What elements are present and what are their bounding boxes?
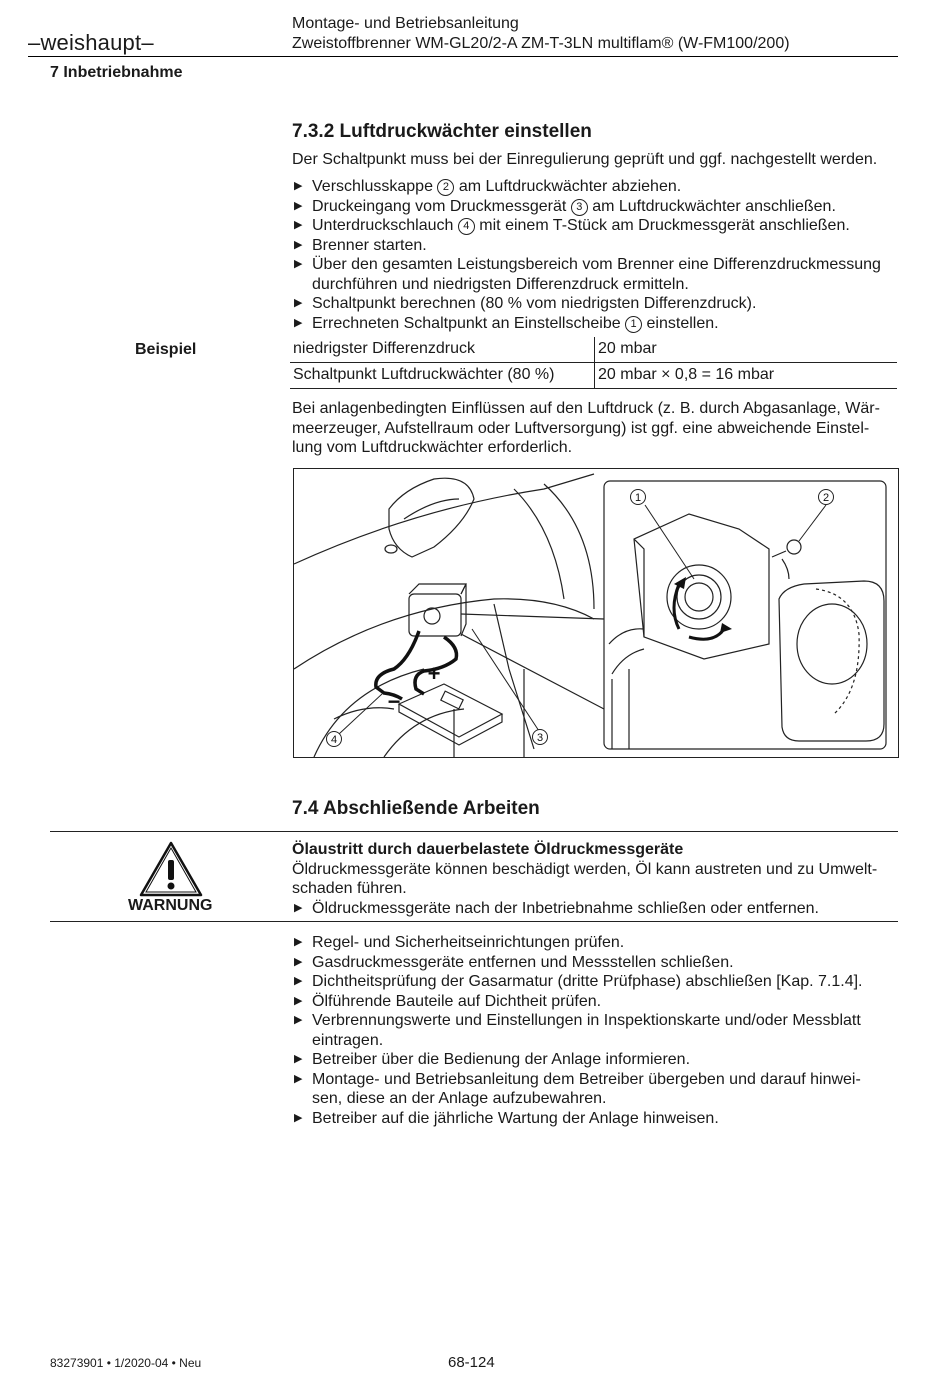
list-item: ▶ Betreiber auf die jährliche Wartung der Anlage hinweisen. <box>294 1109 719 1127</box>
warning-box <box>50 831 898 922</box>
list-item: ▶ Schaltpunkt berechnen (80 % vom niedrigsten Differenzdruck). <box>294 295 757 312</box>
list-item: ▶ Gasdruckmessgeräte entfernen und Messstellen schließen. <box>294 953 734 971</box>
list-item: ▶ Ölführende Bauteile auf Dichtheit prüfen. <box>294 992 602 1010</box>
callout-4: 4 <box>458 218 475 235</box>
callout-3: 3 <box>571 199 588 216</box>
brand-name: weishaupt <box>40 30 142 55</box>
list-item: ▶ Verbrennungswerte und Einstellungen in Inspektionskarte und/oder Messblatt eintragen. <box>294 1012 861 1049</box>
table-cell: niedrigster Differenzdruck <box>290 337 595 363</box>
list-item: ▶ Über den gesamten Leistungsbereich vom Brenner eine Differenzdruckmessung durchführen und niedrigsten Differenzdruck ermitteln. <box>294 256 881 293</box>
header-divider <box>28 56 898 57</box>
plus-label: + <box>427 661 441 686</box>
minus-label: − <box>387 689 401 714</box>
example-label: Beispiel <box>135 341 197 358</box>
list-item: ▶ Druckeingang vom Druckmessgerät 3 am Luftdruckwächter anschließen. <box>294 197 836 215</box>
table-cell: Schaltpunkt Luftdruckwächter (80 %) <box>290 363 595 389</box>
callout-1: 1 <box>625 316 642 333</box>
warning-label: WARNUNG <box>128 897 213 914</box>
doc-title-line1: Montage- und Betriebsanleitung <box>292 15 519 32</box>
warning-text-line2: schaden führen. <box>292 880 407 897</box>
footer-doc-number: 83273901 • 1/2020-04 • Neu <box>50 1356 202 1370</box>
callout-label-2: 2 <box>822 492 830 504</box>
brand-logo: –weishaupt– <box>28 30 154 55</box>
callout-label-4: 4 <box>330 734 338 746</box>
warning-content <box>292 840 898 918</box>
callout-2: 2 <box>437 179 454 196</box>
table-row <box>290 363 897 389</box>
table-cell: 20 mbar × 0,8 = 16 mbar <box>595 363 898 389</box>
warning-heading: Ölaustritt durch dauerbelastete Öldruckmessgeräte <box>292 841 684 858</box>
example-table <box>290 337 897 389</box>
callout-label-1: 1 <box>634 492 642 504</box>
callout-label-3: 3 <box>536 732 544 744</box>
list-item: ▶ Unterdruckschlauch 4 mit einem T-Stück am Druckmessgerät anschließen. <box>294 217 850 234</box>
list-item: ▶ Öldruckmessgeräte nach der Inbetriebnahme schließen oder entfernen. <box>294 899 819 917</box>
final-steps-list <box>292 933 882 1128</box>
table-row <box>290 337 897 363</box>
technical-illustration <box>294 469 898 757</box>
section-title-732: 7.3.2 Luftdruckwächter einstellen <box>292 121 592 142</box>
list-item: ▶ Montage- und Betriebsanleitung dem Betreiber übergeben und darauf hinwei- sen, diese an der Anlage aufzubewahren. <box>294 1070 861 1107</box>
warning-icon <box>139 841 203 897</box>
section-title-74: 7.4 Abschließende Arbeiten <box>292 798 540 819</box>
document-header <box>292 14 790 54</box>
warning-text-line1: Öldruckmessgeräte können beschädigt werden, Öl kann austreten und zu Umwelt- <box>292 860 878 878</box>
adjust-steps-list <box>292 177 898 333</box>
list-item: ▶ Errechneten Schaltpunkt an Einstellscheibe 1 einstellen. <box>294 314 719 332</box>
list-item: ▶ Regel- und Sicherheitseinrichtungen prüfen. <box>294 934 625 951</box>
chapter-heading: 7 Inbetriebnahme <box>50 64 183 81</box>
section-note: Bei anlagenbedingten Einflüssen auf den Luftdruck (z. B. durch Abgasanlage, Wär- meerzeuger, Aufstellraum oder Luftversorgung) ist ggf. eine abweichende Einstel- lung vom Luftdruckwächter erforderlich. <box>292 400 880 456</box>
list-item: ▶ Betreiber über die Bedienung der Anlage informieren. <box>294 1051 691 1068</box>
pressure-switch-figure <box>293 468 899 758</box>
table-cell: 20 mbar <box>595 337 898 363</box>
list-item: ▶ Dichtheitsprüfung der Gasarmatur (dritte Prüfphase) abschließen [Kap. 7.1.4]. <box>294 973 863 990</box>
list-item: ▶ Verschlusskappe 2 am Luftdruckwächter abziehen. <box>294 178 682 195</box>
list-item: ▶ Brenner starten. <box>294 236 427 254</box>
section-intro: Der Schaltpunkt muss bei der Einregulierung geprüft und ggf. nachgestellt werden. <box>292 151 878 168</box>
doc-title-line2: Zweistoffbrenner WM-GL20/2-A ZM-T-3LN multiflam® (W-FM100/200) <box>292 35 790 52</box>
warning-steps <box>292 899 898 919</box>
footer-page-number: 68-124 <box>448 1354 495 1371</box>
